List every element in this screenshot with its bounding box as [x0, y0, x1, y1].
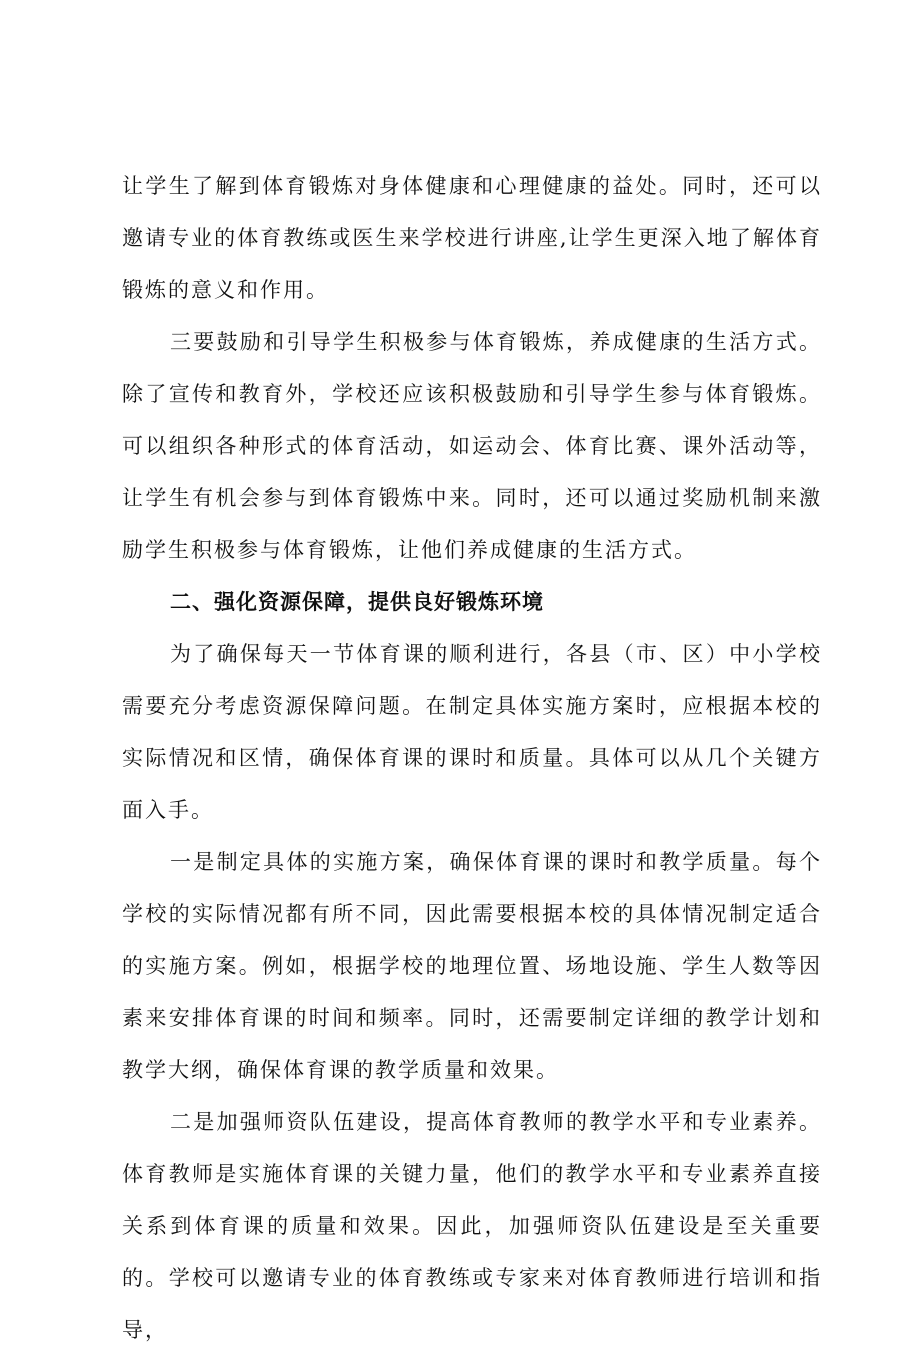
- paragraph-2: 三要鼓励和引导学生积极参与体育锻炼，养成健康的生活方式。除了宣传和教育外，学校还应该积极鼓励和引导学生参与体育锻炼。可以组织各种形式的体育活动，如运动会、体育比赛、课外活动等，让学生有机会参与到体育锻炼中来。同时，还可以通过奖励机制来激励学生积极参与体育锻炼，让他们养成健康的生活方式。: [122, 330, 822, 562]
- paragraph-1: 让学生了解到体育锻炼对身体健康和心理健康的益处。同时，还可以邀请专业的体育教练或医生来学校进行讲座,让学生更深入地了解体育锻炼的意义和作用。: [122, 174, 822, 302]
- section-heading: 二、强化资源保障，提供良好锻炼环境: [170, 590, 544, 614]
- paragraph-3: 为了确保每天一节体育课的顺利进行，各县（市、区）中小学校需要充分考虑资源保障问题。在制定具体实施方案时，应根据本校的实际情况和区情，确保体育课的课时和质量。具体可以从几个关键方面入手。: [122, 642, 822, 822]
- paragraph-4: 一是制定具体的实施方案，确保体育课的课时和教学质量。每个学校的实际情况都有所不同，因此需要根据本校的具体情况制定适合的实施方案。例如，根据学校的地理位置、场地设施、学生人数等因素来安排体育课的时间和频率。同时，还需要制定详细的教学计划和教学大纲，确保体育课的教学质量和效果。: [122, 850, 822, 1082]
- paragraph-5: 二是加强师资队伍建设，提高体育教师的教学水平和专业素养。体育教师是实施体育课的关键力量，他们的教学水平和专业素养直接关系到体育课的质量和效果。因此，加强师资队伍建设是至关重要的。学校可以邀请专业的体育教练或专家来对体育教师进行培训和指导，: [122, 1110, 822, 1342]
- document-body: [122, 160, 822, 1356]
